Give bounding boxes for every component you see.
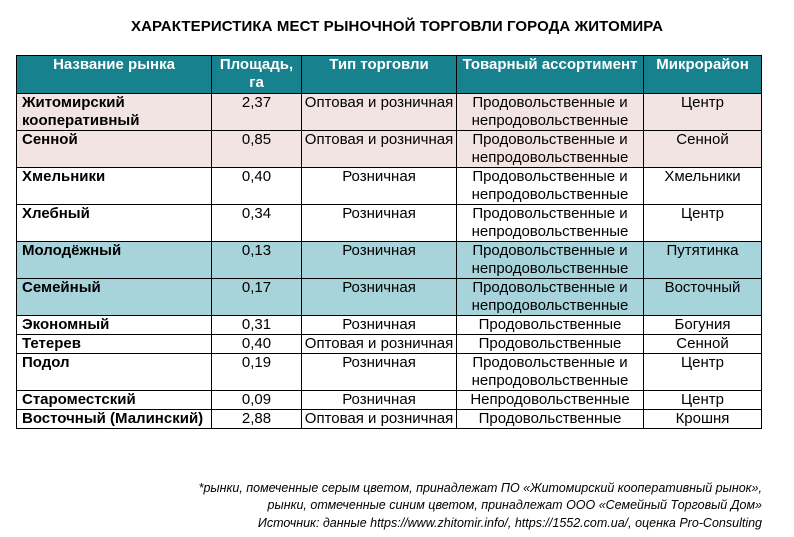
cell-trade-type: Розничная bbox=[302, 168, 457, 205]
cell-assortment: Непродовольственные bbox=[457, 391, 644, 410]
cell-market-name: Экономный bbox=[17, 316, 212, 335]
cell-market-name: Хмельники bbox=[17, 168, 212, 205]
cell-area: 0,31 bbox=[212, 316, 302, 335]
cell-market-name: Хлебный bbox=[17, 205, 212, 242]
cell-trade-type: Розничная bbox=[302, 205, 457, 242]
table-row bbox=[17, 354, 762, 391]
cell-district: Путятинка bbox=[644, 242, 762, 279]
cell-trade-type: Оптовая и розничная bbox=[302, 94, 457, 131]
footnote bbox=[199, 480, 762, 514]
header-area: Площадь, га bbox=[212, 56, 302, 94]
table-header-row bbox=[17, 56, 762, 94]
footnote-line-2: рынки, отмеченные синим цветом, принадлежат ООО «Семейный Торговый Дом» bbox=[267, 498, 762, 512]
cell-assortment: Продовольственные и непродовольственные bbox=[457, 354, 644, 391]
table-row bbox=[17, 205, 762, 242]
cell-assortment: Продовольственные bbox=[457, 316, 644, 335]
header-district: Микрорайон bbox=[644, 56, 762, 94]
cell-area: 0,85 bbox=[212, 131, 302, 168]
table-row bbox=[17, 279, 762, 316]
table-row bbox=[17, 168, 762, 205]
page-title: ХАРАКТЕРИСТИКА МЕСТ РЫНОЧНОЙ ТОРГОВЛИ ГОРОДА ЖИТОМИРА bbox=[130, 18, 664, 35]
cell-area: 0,40 bbox=[212, 335, 302, 354]
cell-area: 0,09 bbox=[212, 391, 302, 410]
cell-area: 0,13 bbox=[212, 242, 302, 279]
cell-district: Сенной bbox=[644, 131, 762, 168]
table-row bbox=[17, 316, 762, 335]
cell-assortment: Продовольственные и непродовольственные bbox=[457, 168, 644, 205]
cell-district: Центр bbox=[644, 354, 762, 391]
cell-market-name: Сенной bbox=[17, 131, 212, 168]
cell-trade-type: Розничная bbox=[302, 391, 457, 410]
cell-district: Богуния bbox=[644, 316, 762, 335]
cell-assortment: Продовольственные bbox=[457, 410, 644, 429]
cell-district: Восточный bbox=[644, 279, 762, 316]
cell-trade-type: Оптовая и розничная bbox=[302, 131, 457, 168]
cell-assortment: Продовольственные и непродовольственные bbox=[457, 242, 644, 279]
table-row bbox=[17, 391, 762, 410]
cell-area: 0,19 bbox=[212, 354, 302, 391]
cell-area: 0,17 bbox=[212, 279, 302, 316]
cell-market-name: Житомирский кооперативный bbox=[17, 94, 212, 131]
header-assortment: Товарный ассортимент bbox=[457, 56, 644, 94]
source-note: Источник: данные https://www.zhitomir.info/, https://1552.com.ua/, оценка Pro-Consulting bbox=[257, 516, 762, 530]
cell-assortment: Продовольственные и непродовольственные bbox=[457, 94, 644, 131]
cell-market-name: Староместский bbox=[17, 391, 212, 410]
cell-assortment: Продовольственные и непродовольственные bbox=[457, 205, 644, 242]
markets-table bbox=[16, 55, 762, 429]
cell-trade-type: Розничная bbox=[302, 242, 457, 279]
table-row bbox=[17, 94, 762, 131]
cell-market-name: Подол bbox=[17, 354, 212, 391]
cell-trade-type: Оптовая и розничная bbox=[302, 410, 457, 429]
header-market-name: Название рынка bbox=[17, 56, 212, 94]
cell-market-name: Восточный (Малинский) bbox=[17, 410, 212, 429]
cell-market-name: Семейный bbox=[17, 279, 212, 316]
cell-area: 0,40 bbox=[212, 168, 302, 205]
cell-district: Сенной bbox=[644, 335, 762, 354]
footnote-line-1: *рынки, помеченные серым цветом, принадлежат ПО «Житомирский кооперативный рынок», bbox=[198, 481, 762, 495]
cell-district: Центр bbox=[644, 205, 762, 242]
cell-trade-type: Оптовая и розничная bbox=[302, 335, 457, 354]
cell-market-name: Тетерев bbox=[17, 335, 212, 354]
table-row bbox=[17, 242, 762, 279]
cell-trade-type: Розничная bbox=[302, 354, 457, 391]
table-row bbox=[17, 131, 762, 168]
cell-area: 2,37 bbox=[212, 94, 302, 131]
cell-district: Центр bbox=[644, 94, 762, 131]
cell-trade-type: Розничная bbox=[302, 279, 457, 316]
cell-area: 0,34 bbox=[212, 205, 302, 242]
cell-district: Центр bbox=[644, 391, 762, 410]
cell-assortment: Продовольственные и непродовольственные bbox=[457, 131, 644, 168]
cell-market-name: Молодёжный bbox=[17, 242, 212, 279]
cell-assortment: Продовольственные и непродовольственные bbox=[457, 279, 644, 316]
table-row bbox=[17, 335, 762, 354]
header-trade-type: Тип торговли bbox=[302, 56, 457, 94]
cell-district: Хмельники bbox=[644, 168, 762, 205]
cell-assortment: Продовольственные bbox=[457, 335, 644, 354]
cell-area: 2,88 bbox=[212, 410, 302, 429]
cell-district: Крошня bbox=[644, 410, 762, 429]
cell-trade-type: Розничная bbox=[302, 316, 457, 335]
table-row bbox=[17, 410, 762, 429]
